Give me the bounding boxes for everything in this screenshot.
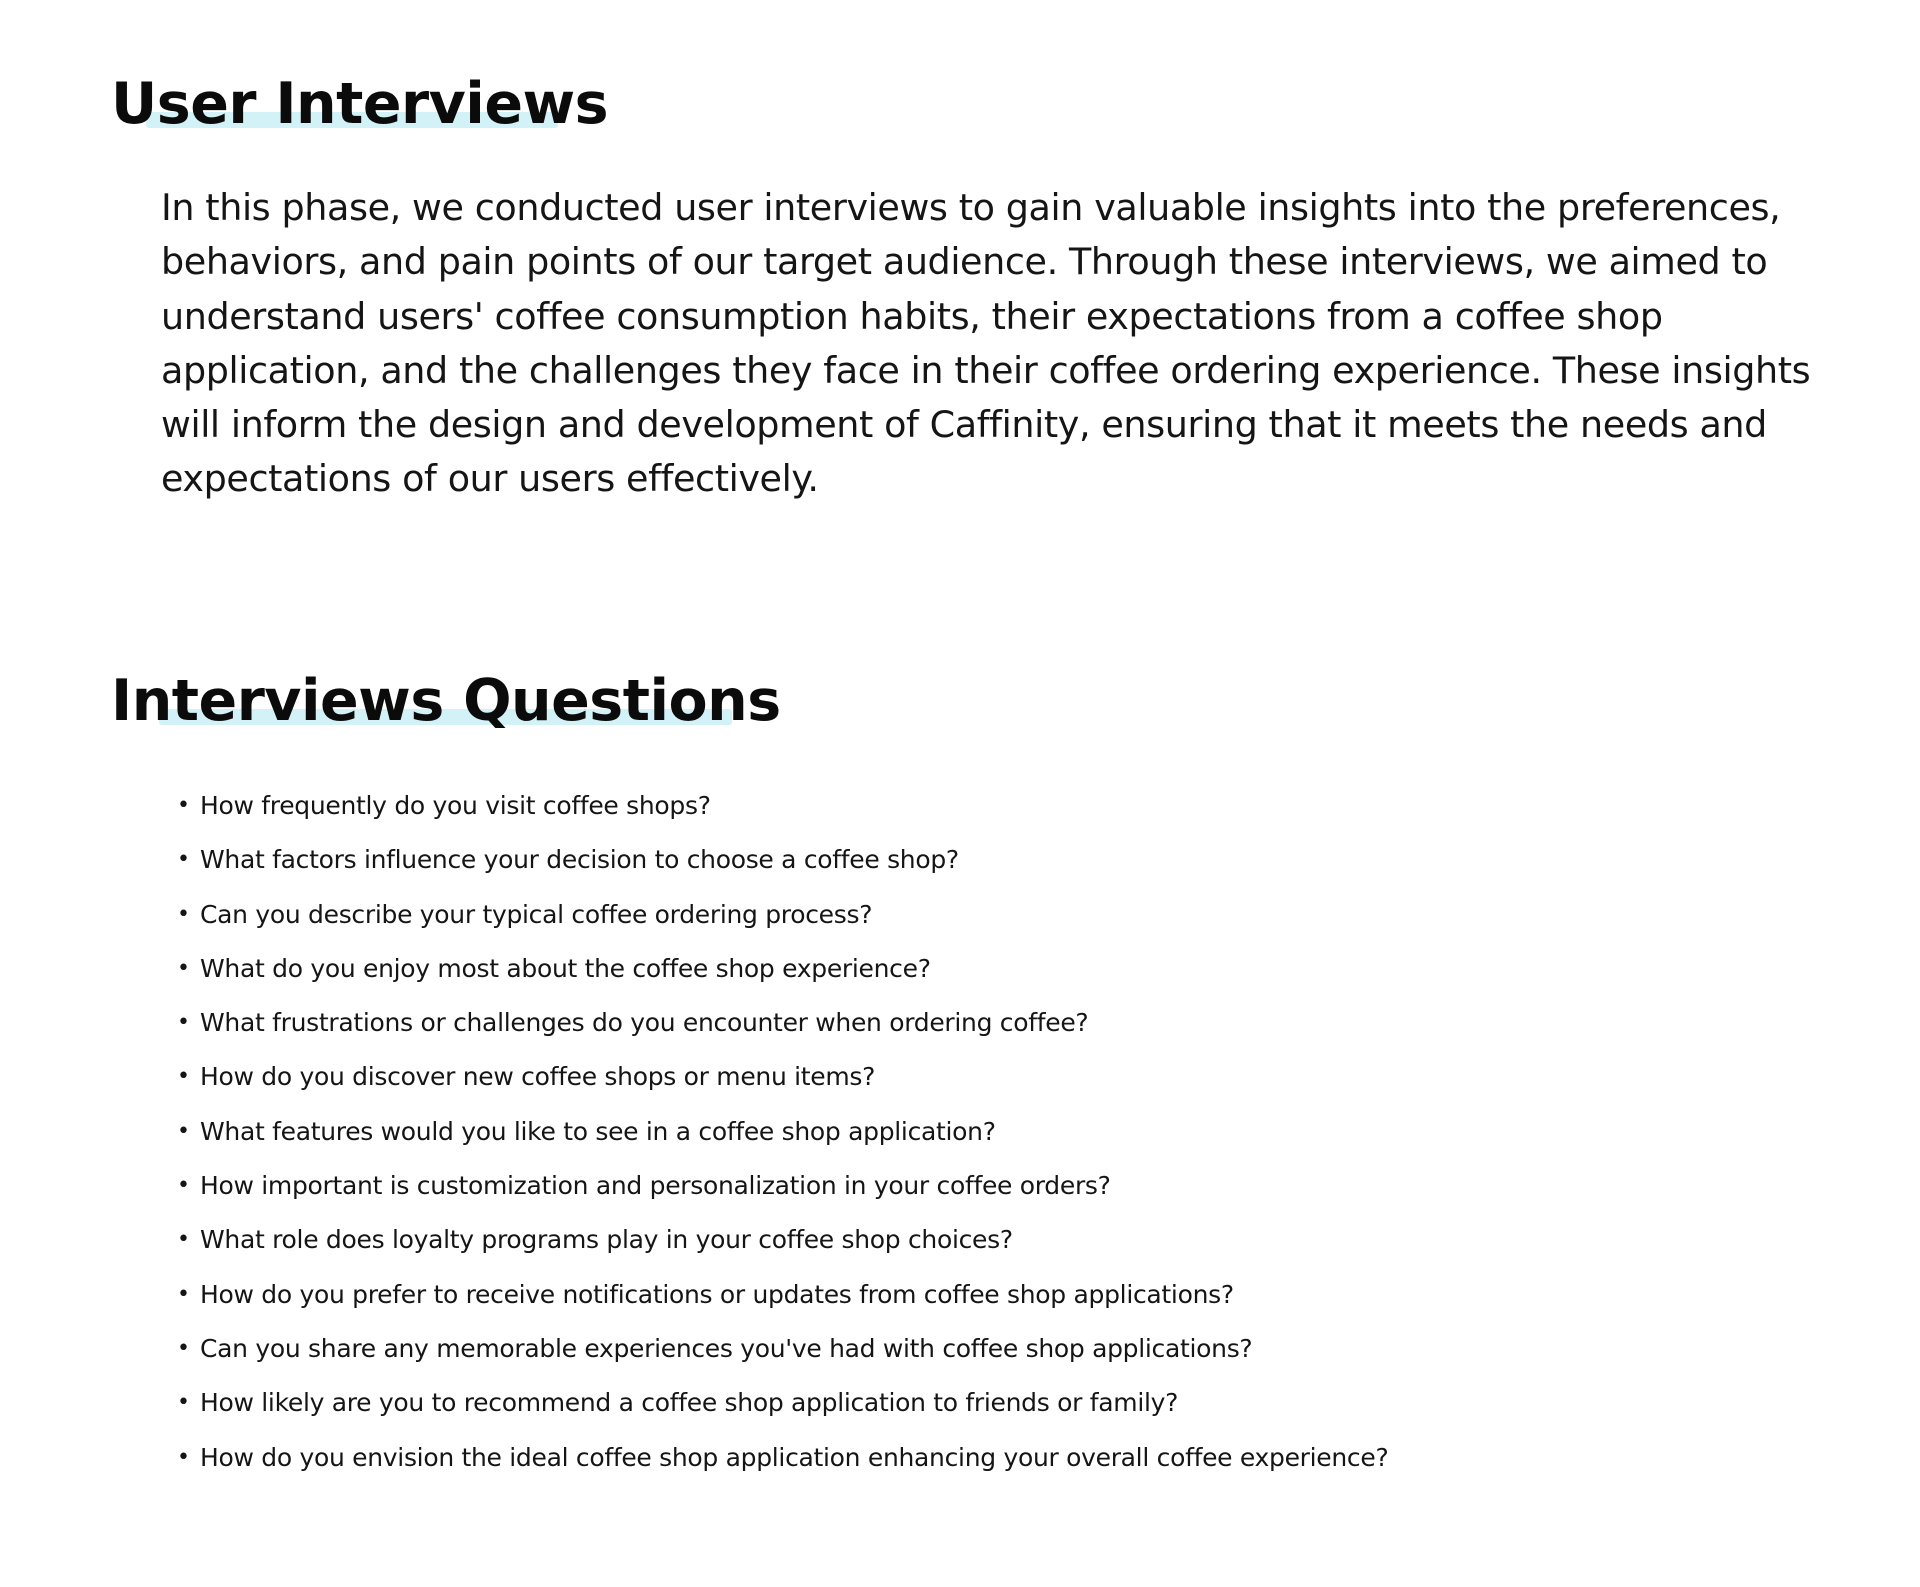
interview-questions-title: Interviews Questions xyxy=(111,668,781,734)
list-item xyxy=(170,1268,1388,1322)
question-text: How do you prefer to receive notifications or updates from coffee shop applications? xyxy=(200,1279,1234,1309)
question-text: What frustrations or challenges do you encounter when ordering coffee? xyxy=(200,1008,1089,1038)
list-item xyxy=(170,1105,1388,1159)
bullet-icon: • xyxy=(177,901,190,927)
bullet-icon: • xyxy=(177,1064,190,1090)
list-item xyxy=(170,1213,1388,1267)
bullet-icon: • xyxy=(177,1390,190,1416)
user-interviews-title: User Interviews xyxy=(111,71,609,137)
bullet-icon: • xyxy=(177,1444,190,1470)
list-item xyxy=(170,1431,1388,1485)
bullet-icon: • xyxy=(177,1227,190,1253)
question-text: How do you discover new coffee shops or menu items? xyxy=(200,1062,876,1092)
bullet-icon: • xyxy=(177,1010,190,1036)
bullet-icon: • xyxy=(177,955,190,981)
bullet-icon: • xyxy=(177,1335,190,1361)
interview-questions-list xyxy=(170,779,1388,1485)
list-item xyxy=(170,1376,1388,1430)
question-text: Can you share any memorable experiences you've had with coffee shop applications? xyxy=(200,1333,1253,1363)
question-text: What factors influence your decision to choose a coffee shop? xyxy=(200,845,959,875)
bullet-icon: • xyxy=(177,1118,190,1144)
interview-questions-heading xyxy=(111,665,781,737)
bullet-icon: • xyxy=(177,1281,190,1307)
list-item xyxy=(170,1159,1388,1213)
bullet-icon: • xyxy=(177,1173,190,1199)
list-item xyxy=(170,779,1388,833)
bullet-icon: • xyxy=(177,847,190,873)
list-item xyxy=(170,996,1388,1050)
user-interviews-heading xyxy=(111,68,608,140)
list-item xyxy=(170,1050,1388,1104)
question-text: What do you enjoy most about the coffee shop experience? xyxy=(200,953,931,983)
question-text: What role does loyalty programs play in your coffee shop choices? xyxy=(200,1225,1013,1255)
question-text: How likely are you to recommend a coffee shop application to friends or family? xyxy=(200,1388,1179,1418)
question-text: How important is customization and personalization in your coffee orders? xyxy=(200,1171,1111,1201)
question-text: What features would you like to see in a coffee shop application? xyxy=(200,1116,996,1146)
question-text: How frequently do you visit coffee shops? xyxy=(200,791,711,820)
list-item xyxy=(170,833,1388,887)
question-text: Can you describe your typical coffee ordering process? xyxy=(200,899,873,929)
list-item xyxy=(170,888,1388,942)
list-item xyxy=(170,942,1388,996)
bullet-icon: • xyxy=(177,793,190,818)
user-interviews-paragraph: In this phase, we conducted user interviews to gain valuable insights into the preferences, behaviors, and pain points of our target audience. Through these interviews, we aimed to understand users' coffee consumption habits, their expectations from a coffee shop application, and the challenges they face in their coffee ordering experience. These insights will inform the design and development of Caffinity, ensuring that it meets the needs and expectations of our users effectively. xyxy=(161,186,1811,501)
question-text: How do you envision the ideal coffee shop application enhancing your overall coffee experience? xyxy=(200,1442,1389,1472)
list-item xyxy=(170,1322,1388,1376)
